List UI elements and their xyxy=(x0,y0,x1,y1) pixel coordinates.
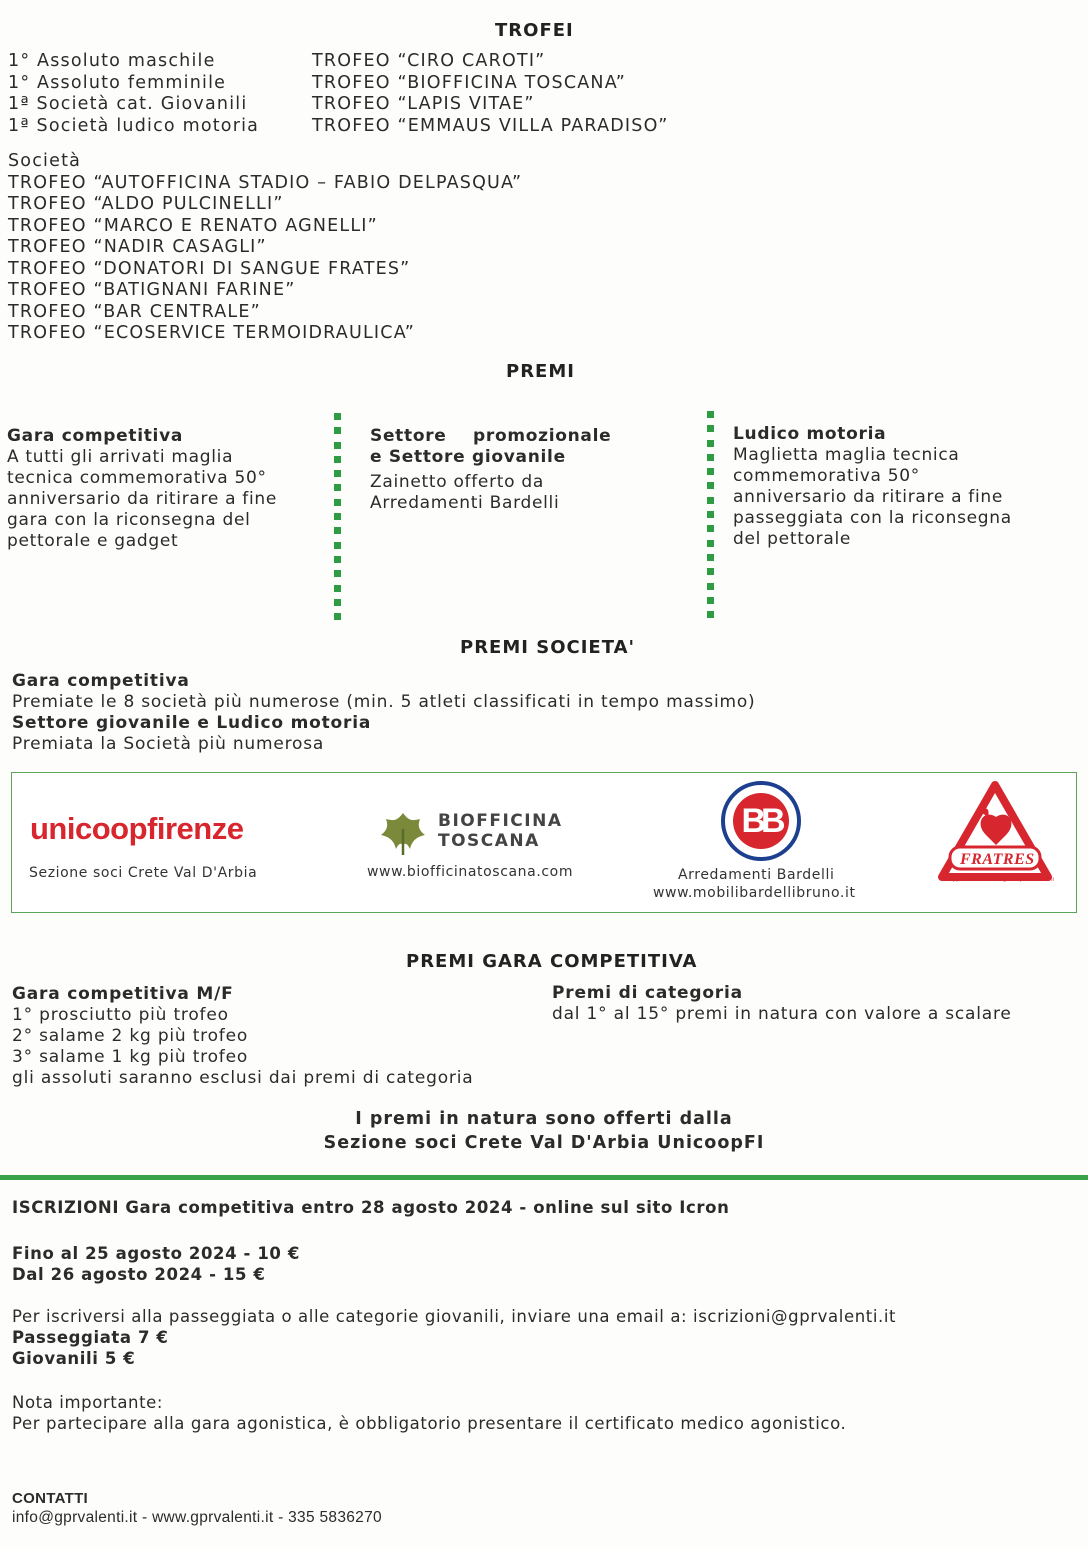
section-text: Premiate le 8 società più numerose (min. 5 atleti classificati in tempo massimo) xyxy=(12,692,756,712)
fratres-tagline: Gruppo Donatori di Sangue Popolare e Sieni xyxy=(944,877,1054,883)
iscrizioni-headline: ISCRIZIONI Gara competitiva entro 28 agosto 2024 - online sul sito Icron xyxy=(12,1198,730,1217)
leaf-icon xyxy=(378,809,428,861)
trophy-item: TROFEO “CIRO CAROTI” xyxy=(312,51,546,71)
trophy-item: TROFEO “ECOSERVICE TERMOIDRAULICA” xyxy=(8,323,415,343)
bardelli-logo-mark: BB xyxy=(733,793,789,849)
premi-col-gara xyxy=(7,426,317,552)
trophy-item: TROFEO “NADIR CASAGLI” xyxy=(8,237,267,257)
price-line: Dal 26 agosto 2024 - 15 € xyxy=(12,1265,266,1284)
premi-col-promozionale xyxy=(370,426,690,514)
trophy-item: TROFEO “BIOFFICINA TOSCANA” xyxy=(312,72,626,93)
biofficina-logo-line: BIOFFICINA xyxy=(438,811,563,831)
nota-text: Per partecipare alla gara agonistica, è obbligatorio presentare il certificato medico agonistico. xyxy=(12,1414,847,1433)
bardelli-logo xyxy=(721,781,801,861)
col-heading: e Settore giovanile xyxy=(370,447,566,467)
category-item: 1° Assoluto maschile xyxy=(8,51,216,71)
col-line: Maglietta maglia tecnica xyxy=(733,445,960,465)
iscrizioni-email-block xyxy=(12,1306,896,1369)
trofei-categories xyxy=(8,51,259,137)
col-heading: Gara competitiva xyxy=(7,426,184,446)
trophy-item: TROFEO “ALDO PULCINELLI” xyxy=(8,194,284,214)
section-heading: Premi di categoria xyxy=(552,983,743,1003)
trophy-item: TROFEO “EMMAUS VILLA PARADISO” xyxy=(312,115,669,136)
col-line: anniversario da ritirare a fine xyxy=(7,489,278,509)
trophy-item: TROFEO “BATIGNANI FARINE” xyxy=(8,280,296,300)
section-heading: Gara competitiva M/F xyxy=(12,984,234,1004)
trofei-names xyxy=(312,51,669,137)
trofei-title: TROFEI xyxy=(495,20,574,41)
prize-line: 2° salame 2 kg più trofeo xyxy=(12,1026,249,1046)
category-item: 1ª Società ludico motoria xyxy=(8,115,260,136)
category-item: 1ª Società cat. Giovanili xyxy=(8,94,248,114)
col-line: Arredamenti Bardelli xyxy=(370,493,560,513)
unicoop-caption: Sezione soci Crete Val D'Arbia xyxy=(29,865,258,881)
premi-societa-title: PREMI SOCIETA' xyxy=(460,637,636,658)
col-line: Zainetto offerto da xyxy=(370,472,544,492)
col-line: del pettorale xyxy=(733,529,852,549)
contatti-title: CONTATTI xyxy=(12,1490,88,1507)
col-line: commemorativa 50° xyxy=(733,466,920,486)
sponsor-banner xyxy=(11,772,1077,913)
col-line: passeggiata con la riconsegna xyxy=(733,508,1012,528)
trophy-item: TROFEO “LAPIS VITAE” xyxy=(312,94,535,114)
premi-title: PREMI xyxy=(506,361,575,382)
iscrizioni-prices xyxy=(12,1243,300,1285)
nota-heading: Nota importante: xyxy=(12,1393,164,1412)
premi-gara-left xyxy=(12,984,473,1089)
biofficina-logo-line: TOSCANA xyxy=(438,831,540,851)
col-line: gara con la riconsegna del xyxy=(7,510,251,530)
col-line: tecnica commemorativa 50° xyxy=(7,468,267,488)
prize-line: gli assoluti saranno esclusi dai premi di categoria xyxy=(12,1068,474,1088)
trophy-item: TROFEO “DONATORI DI SANGUE FRATES” xyxy=(8,258,411,279)
price-line: Passeggiata 7 € xyxy=(12,1328,169,1347)
section-divider xyxy=(0,1175,1088,1180)
biofficina-caption: www.biofficinatoscana.com xyxy=(367,864,574,880)
societa-heading: Società xyxy=(8,151,82,171)
col-line: anniversario da ritirare a fine xyxy=(733,487,1004,507)
col-line: pettorale e gadget xyxy=(7,531,179,551)
col-heading: Settore promozionale xyxy=(370,426,612,446)
price-line: Giovanili 5 € xyxy=(12,1349,136,1368)
contatti-line: info@gprvalenti.it - www.gprvalenti.it - 335 5836270 xyxy=(12,1509,382,1526)
section-heading: Settore giovanile e Ludico motoria xyxy=(12,713,372,733)
fratres-wordmark: FRATRES xyxy=(960,851,1035,868)
nota-importante xyxy=(12,1392,846,1434)
biofficina-logo xyxy=(438,811,562,851)
prize-line: 1° prosciutto più trofeo xyxy=(12,1005,229,1025)
prize-line: dal 1° al 15° premi in natura con valore a scalare xyxy=(552,1004,1012,1024)
premi-note-line: Sezione soci Crete Val D'Arbia UnicoopFI xyxy=(323,1133,765,1153)
section-text: Premiata la Società più numerosa xyxy=(12,734,325,754)
section-heading: Gara competitiva xyxy=(12,671,190,691)
trophy-item: TROFEO “MARCO E RENATO AGNELLI” xyxy=(8,215,378,236)
prize-line: 3° salame 1 kg più trofeo xyxy=(12,1047,249,1067)
column-divider xyxy=(707,411,715,625)
column-divider xyxy=(334,413,342,627)
premi-col-ludico xyxy=(733,424,1073,550)
category-item: 1° Assoluto femminile xyxy=(8,72,227,93)
price-line: Fino al 25 agosto 2024 - 10 € xyxy=(12,1244,300,1263)
premi-note-line: I premi in natura sono offerti dalla xyxy=(355,1109,733,1129)
premi-note xyxy=(0,1107,1088,1155)
col-line: A tutti gli arrivati maglia xyxy=(7,447,234,467)
societa-trophy-list xyxy=(8,151,522,345)
premi-gara-right xyxy=(552,983,1012,1025)
trophy-item: TROFEO “AUTOFFICINA STADIO – FABIO DELPASQUA” xyxy=(8,172,523,193)
bardelli-caption: Arredamenti Bardelli xyxy=(678,867,835,883)
trophy-item: TROFEO “BAR CENTRALE” xyxy=(8,301,261,322)
premi-gara-title: PREMI GARA COMPETITIVA xyxy=(406,951,698,972)
unicoop-logo: unicoopfirenze xyxy=(30,811,244,846)
premi-societa-block xyxy=(12,671,755,755)
col-heading: Ludico motoria xyxy=(733,424,887,444)
bardelli-url: www.mobilibardellibruno.it xyxy=(653,885,856,901)
email-line: Per iscriversi alla passeggiata o alle categorie giovanili, inviare una email a: iscrizioni@gprvalenti.it xyxy=(12,1307,897,1326)
